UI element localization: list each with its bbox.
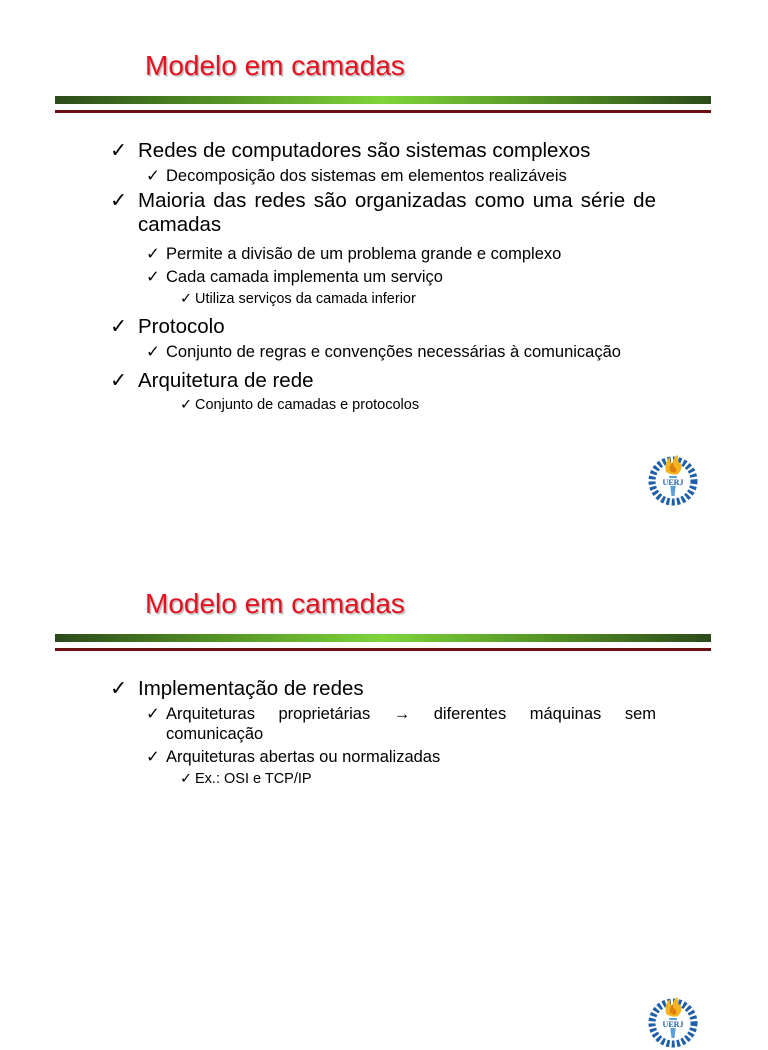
checkmark-icon: ✓ <box>180 771 193 787</box>
checkmark-icon: ✓ <box>110 677 128 700</box>
bullet-item <box>110 396 656 414</box>
checkmark-icon: ✓ <box>110 369 128 392</box>
bullet-item <box>110 139 656 163</box>
slide-1 <box>0 0 768 512</box>
bullet-list <box>110 674 656 788</box>
checkmark-icon: ✓ <box>146 748 160 766</box>
bullet-item <box>110 342 656 362</box>
checkmark-icon: ✓ <box>146 343 160 361</box>
bullet-item <box>110 290 656 308</box>
title-divider-red <box>55 648 711 651</box>
bullet-text: Arquitetura de rede <box>138 369 314 392</box>
bullet-text: Arquiteturas abertas ou normalizadas <box>166 748 441 766</box>
slide-2 <box>0 538 768 1050</box>
uerj-logo-icon <box>648 452 698 506</box>
title-divider-green <box>55 634 711 642</box>
bullet-text: Arquiteturas proprietárias → diferentes máquinas sem comunicação <box>166 705 656 743</box>
bullet-text: Utiliza serviços da camada inferior <box>195 291 416 307</box>
bullet-text: Cada camada implementa um serviço <box>166 268 443 286</box>
checkmark-icon: ✓ <box>180 397 193 413</box>
bullet-item <box>110 747 656 767</box>
bullet-item <box>110 677 656 701</box>
uerj-logo-icon <box>648 994 698 1048</box>
bullet-item <box>110 369 656 393</box>
bullet-text: Redes de computadores são sistemas complexos <box>138 139 591 162</box>
logo-text: UERJ <box>662 478 684 487</box>
bullet-item <box>110 244 656 264</box>
checkmark-icon: ✓ <box>110 315 128 338</box>
bullet-item <box>110 315 656 339</box>
checkmark-icon: ✓ <box>146 705 160 723</box>
checkmark-icon: ✓ <box>146 167 160 185</box>
bullet-text: Implementação de redes <box>138 677 364 700</box>
bullet-item <box>110 166 656 186</box>
bullet-text: Ex.: OSI e TCP/IP <box>195 771 312 787</box>
checkmark-icon: ✓ <box>110 189 128 212</box>
title-divider-green <box>55 96 711 104</box>
title-divider-red <box>55 110 711 113</box>
bullet-item <box>110 770 656 788</box>
checkmark-icon: ✓ <box>110 139 128 162</box>
bullet-text: Conjunto de regras e convenções necessárias à comunicação <box>166 343 621 361</box>
checkmark-icon: ✓ <box>146 245 160 263</box>
checkmark-icon: ✓ <box>146 268 160 286</box>
bullet-text: Protocolo <box>138 315 225 338</box>
bullet-text: Maioria das redes são organizadas como uma série de camadas <box>138 189 656 236</box>
logo-text: UERJ <box>662 1020 684 1029</box>
checkmark-icon: ✓ <box>180 291 193 307</box>
bullet-list <box>110 136 656 414</box>
bullet-item <box>110 189 656 237</box>
bullet-item <box>110 704 656 744</box>
slide-title: Modelo em camadas <box>145 50 405 81</box>
slide-title: Modelo em camadas <box>145 588 405 619</box>
bullet-text: Decomposição dos sistemas em elementos realizáveis <box>166 167 567 185</box>
bullet-text: Permite a divisão de um problema grande e complexo <box>166 245 562 263</box>
bullet-text: Conjunto de camadas e protocolos <box>195 397 420 413</box>
bullet-item <box>110 267 656 287</box>
